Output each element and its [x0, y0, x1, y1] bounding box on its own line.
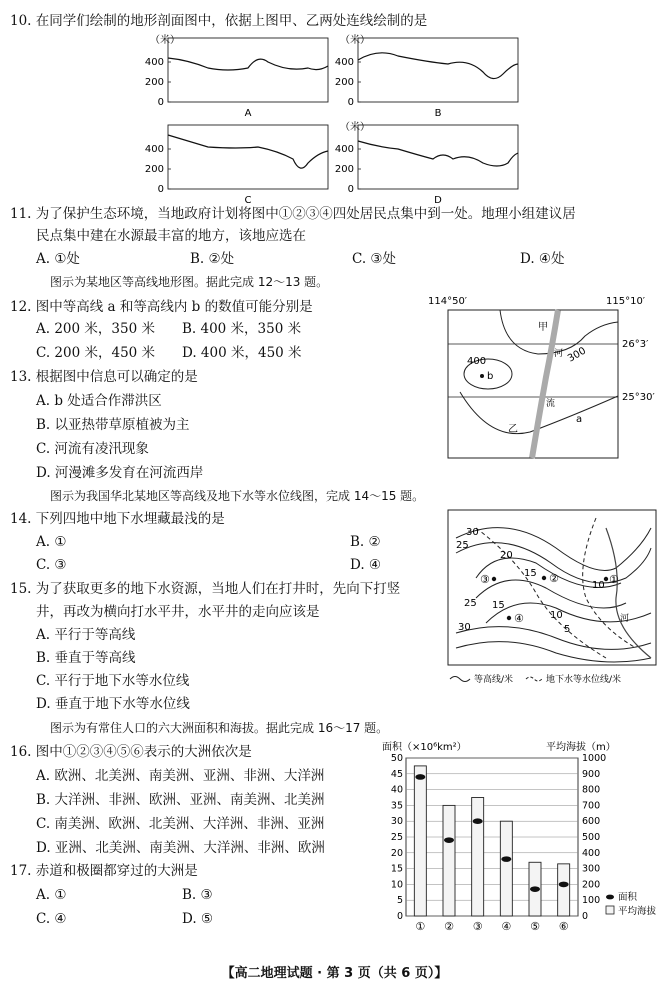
q17-option-c[interactable]: C. ④	[36, 911, 67, 927]
q16-option-b[interactable]: B. 大洋洲、非洲、欧洲、亚洲、南美洲、北美洲	[36, 792, 325, 808]
chart-ytick-right: 600	[582, 816, 601, 828]
chart-ytick-right: 200	[582, 879, 601, 891]
chart-ytick-left: 20	[390, 847, 403, 859]
chart-marker-area	[473, 818, 483, 824]
page-footer: 【高二地理试题 · 第 3 页（共 6 页）】	[221, 966, 448, 981]
profile-panel-b	[335, 33, 518, 119]
q15-line2: 井，再改为横向打水平井，水平井的走向应该是	[36, 604, 320, 620]
chart-marker-area	[444, 837, 454, 843]
profile-tick: 200	[144, 164, 164, 175]
q12-option-c[interactable]: C. 200 米，450 米	[36, 345, 156, 361]
profile-label: C	[244, 195, 252, 206]
profile-frame	[358, 38, 518, 102]
point-4: ④	[514, 612, 524, 625]
contour-400-label: 400	[467, 356, 487, 367]
chart-ytick-left: 10	[390, 879, 403, 891]
lat-bottom-label: 25°30′	[622, 392, 655, 403]
chart-marker-area	[415, 774, 425, 780]
profile-tick: 200	[334, 164, 354, 175]
q15-option-b[interactable]: B. 垂直于等高线	[36, 650, 136, 666]
map2-label-10: 5	[564, 624, 571, 635]
profile-panel-a	[145, 33, 328, 119]
q11-line2: 民点集中建在水源最丰富的地方，该地应选在	[36, 228, 306, 244]
profile-tick: 400	[144, 57, 164, 68]
chart-ytick-left: 25	[390, 832, 403, 843]
chart-ytick-right: 500	[582, 832, 601, 843]
q14-option-c[interactable]: C. ③	[36, 557, 67, 573]
q14-option-a[interactable]: A. ①	[36, 534, 67, 550]
point-3-dot	[492, 577, 496, 581]
q16-stem: 16. 图中①②③④⑤⑥表示的大洲依次是	[10, 744, 252, 760]
profile-panel-d	[335, 120, 518, 206]
profile-unit: （米）	[150, 35, 180, 46]
profile-tick: 400	[144, 144, 164, 155]
profile-tick: 0	[347, 97, 354, 108]
chart-ytick-left: 15	[390, 863, 403, 875]
map2-label-8: 15	[492, 600, 505, 611]
profile-line	[168, 135, 328, 168]
q12-stem: 12. 图中等高线 a 和等高线内 b 的数值可能分别是	[10, 299, 313, 315]
chart-ylabel-right: 平均海拔（m）	[546, 742, 616, 753]
profile-label: A	[244, 108, 252, 119]
chart-marker-area	[530, 886, 540, 892]
legend-altitude-symbol	[606, 906, 614, 914]
q13-option-a[interactable]: A. b 处适合作滞洪区	[36, 393, 162, 409]
profile-frame	[358, 125, 518, 189]
chart-ytick-right: 700	[582, 800, 601, 812]
chart-ytick-left: 45	[390, 768, 403, 780]
chart-category-label: ③	[472, 920, 483, 933]
chart-ytick-right: 400	[582, 847, 601, 859]
q11-option-c[interactable]: C. ③处	[352, 251, 397, 267]
profile-line	[358, 53, 518, 79]
q16-option-c[interactable]: C. 南美洲、欧洲、北美洲、大洋洲、非洲、亚洲	[36, 816, 325, 832]
q15-option-c[interactable]: C. 平行于地下水等水位线	[36, 673, 190, 689]
yi-label: 乙	[508, 424, 518, 435]
chart-marker-area	[501, 856, 511, 862]
map2-label-7: 30	[458, 622, 471, 633]
point-2-dot	[542, 576, 546, 580]
intro-14-15: 图示为我国华北某地区等高线及地下水等水位线图，完成 14～15 题。	[50, 489, 425, 503]
q11-option-a[interactable]: A. ①处	[36, 251, 80, 267]
contour-30-bottom	[456, 642, 651, 662]
contour-30-top	[456, 528, 651, 571]
river-line	[606, 528, 651, 658]
intro-12-13: 图示为某地区等高线地形图。据此完成 12～13 题。	[50, 275, 329, 289]
lat-top-label: 26°3′	[622, 339, 649, 350]
chart-ytick-left: 40	[390, 784, 403, 796]
profile-line	[168, 58, 328, 70]
q11-option-d[interactable]: D. ④处	[520, 251, 565, 267]
chart-ytick-right: 300	[582, 863, 601, 875]
profile-tick: 0	[157, 97, 164, 108]
q16-option-a[interactable]: A. 欧洲、北美洲、南美洲、亚洲、非洲、大洋洲	[36, 768, 325, 784]
chart-category-label: ②	[444, 920, 454, 933]
profile-charts	[0, 30, 669, 205]
legend-area-text: 面积	[618, 892, 638, 903]
chart-category-label: ⑤	[530, 920, 540, 933]
chart-bar-altitude	[414, 766, 426, 916]
map2-label-1: 30	[466, 527, 479, 538]
groundwater-map	[446, 508, 666, 698]
q12-option-a[interactable]: A. 200 米，350 米	[36, 321, 155, 337]
chart-ylabel-left: 面积（×10⁶km²）	[382, 742, 467, 753]
map2-frame	[448, 510, 656, 665]
river-char-1: 河	[554, 349, 564, 359]
q14-stem: 14. 下列四地中地下水埋藏最浅的是	[10, 511, 225, 527]
jia-label: 甲	[538, 322, 548, 333]
q11-line1: 11. 为了保护生态环境，当地政府计划将图中①②③④四处居民点集中到一处。地理小组建议居	[10, 206, 576, 222]
q12-option-d[interactable]: D. 400 米，450 米	[182, 345, 302, 361]
chart-ytick-right: 1000	[582, 753, 607, 764]
map2-label-4: 15	[524, 568, 537, 579]
profile-label: B	[434, 108, 442, 119]
contour-a-label: a	[576, 414, 583, 425]
map2-label-2: 25	[456, 540, 469, 551]
chart-category-label: ④	[501, 920, 512, 933]
q15-option-a[interactable]: A. 平行于等高线	[36, 627, 136, 643]
chart-ytick-right: 800	[582, 784, 601, 796]
chart-bar-altitude	[443, 805, 455, 916]
q15-line1: 15. 为了获取更多的地下水资源，当地人们在打井时，先向下打竖	[10, 581, 401, 597]
contour-map	[420, 292, 660, 482]
chart-marker-area	[559, 882, 569, 888]
map2-label-3: 20	[500, 550, 513, 561]
legend-area-symbol	[606, 895, 614, 900]
profile-tick: 200	[334, 77, 354, 88]
profile-tick: 400	[334, 144, 354, 155]
chart-bar-altitude	[558, 864, 570, 916]
chart-category-label: ①	[415, 920, 426, 933]
q11-option-b[interactable]: B. ②处	[190, 251, 235, 267]
contour-25-bottom	[456, 627, 651, 650]
river-char-2: 流	[546, 399, 556, 409]
profile-line	[358, 141, 518, 166]
lon-right-label: 115°10′	[606, 296, 646, 307]
lon-left-label: 114°50′	[428, 296, 468, 307]
profile-label: D	[434, 195, 442, 206]
map2-river-label: 河	[620, 614, 630, 624]
q12-option-b[interactable]: B. 400 米，350 米	[182, 321, 302, 337]
chart-ytick-right: 100	[582, 895, 601, 907]
point-1-dot	[604, 577, 608, 581]
profile-unit: （米）	[340, 122, 370, 133]
legend-water-symbol	[526, 677, 542, 681]
chart-ytick-left: 5	[396, 895, 403, 907]
point-b	[480, 374, 484, 378]
legend-water-text: 地下水等水位线/米	[546, 675, 622, 685]
legend-altitude-text: 平均海拔	[618, 906, 657, 917]
chart-category-label: ⑥	[558, 920, 569, 933]
profile-frame	[168, 38, 328, 102]
q17-stem: 17. 赤道和极圈都穿过的大洲是	[10, 863, 198, 879]
chart-ytick-right: 0	[582, 911, 589, 922]
point-2: ②	[549, 572, 559, 585]
profile-frame	[168, 125, 328, 189]
q13-option-c[interactable]: C. 河流有凌汛现象	[36, 441, 149, 457]
intro-16-17: 图示为有常住人口的六大洲面积和海拔。据此完成 16～17 题。	[50, 721, 389, 735]
profile-tick: 200	[144, 77, 164, 88]
q17-option-b[interactable]: B. ③	[182, 887, 213, 903]
q13-option-d[interactable]: D. 河漫滩多发育在河流西岸	[36, 465, 204, 481]
point-3: ③	[480, 573, 490, 586]
chart-bar-altitude	[500, 821, 512, 916]
point-1: ①	[609, 573, 619, 586]
q10-stem: 10. 在同学们绘制的地形剖面图中，依据上图甲、乙两处连线绘制的是	[10, 13, 428, 29]
chart-ytick-right: 900	[582, 768, 601, 780]
profile-tick: 0	[157, 184, 164, 195]
q14-option-d[interactable]: D. ④	[350, 557, 382, 573]
map2-label-9: 10	[550, 610, 563, 621]
profile-tick: 0	[347, 184, 354, 195]
chart-ytick-left: 50	[390, 753, 403, 764]
contour-300-label: 300	[566, 345, 589, 365]
chart-ytick-left: 0	[396, 911, 403, 922]
chart-bar-altitude	[472, 798, 484, 917]
q14-option-b[interactable]: B. ②	[350, 534, 381, 550]
b-label: b	[487, 371, 494, 382]
map2-label-5: 10	[592, 580, 605, 591]
legend-contour-text: 等高线/米	[474, 675, 514, 685]
profile-panel-c	[145, 125, 328, 206]
chart-ytick-left: 35	[390, 800, 403, 812]
q13-option-b[interactable]: B. 以亚热带草原植被为主	[36, 417, 190, 433]
chart-ytick-left: 30	[390, 816, 403, 828]
point-4-dot	[507, 616, 511, 620]
legend-contour-symbol	[450, 677, 470, 682]
q15-option-d[interactable]: D. 垂直于地下水等水位线	[36, 696, 190, 712]
q17-option-a[interactable]: A. ①	[36, 887, 67, 903]
profile-tick: 400	[334, 57, 354, 68]
profile-unit: （米）	[340, 35, 370, 46]
continent-chart	[376, 740, 666, 940]
q17-option-d[interactable]: D. ⑤	[182, 911, 214, 927]
map2-label-6: 25	[464, 598, 477, 609]
q16-option-d[interactable]: D. 亚洲、北美洲、南美洲、大洋洲、非洲、欧洲	[36, 840, 325, 856]
q13-stem: 13. 根据图中信息可以确定的是	[10, 369, 198, 385]
